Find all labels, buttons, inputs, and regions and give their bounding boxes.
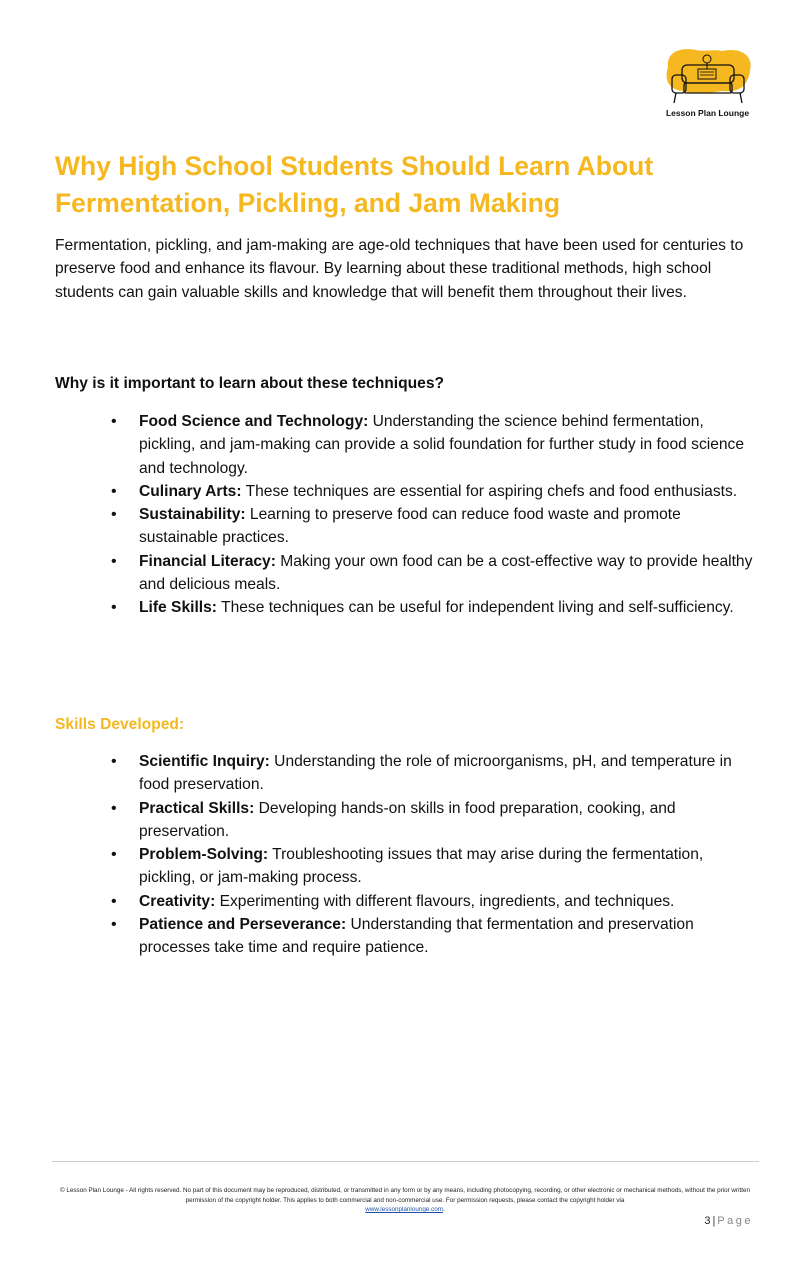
page-number xyxy=(704,1215,753,1227)
item-label: Financial Literacy: xyxy=(139,552,276,570)
item-text: These techniques can be useful for independent living and self-sufficiency. xyxy=(217,599,734,617)
list-item xyxy=(139,750,759,797)
logo-wordmark: Lesson Plan Lounge xyxy=(665,108,750,118)
item-text: These techniques are essential for aspiring chefs and food enthusiasts. xyxy=(241,482,738,500)
item-text: Understanding the science behind fermentation, pickling, and jam-making can provide a solid foundation for further study in food science and technology. xyxy=(139,413,745,477)
list-item xyxy=(139,913,759,960)
list-item xyxy=(139,550,759,597)
footer-copyright xyxy=(60,1186,750,1215)
item-text: Understanding the role of microorganisms, pH, and temperature in food preservation. xyxy=(139,753,732,794)
intro-paragraph: Fermentation, pickling, and jam-making are age-old techniques that have been used for centuries to preserve food and enhance its flavour. By learning about these traditional methods, high school students can gain valuable skills and knowledge that will benefit them throughout their lives. xyxy=(55,237,744,301)
item-label: Problem-Solving: xyxy=(139,846,269,864)
skills-section-heading: Skills Developed: xyxy=(55,716,185,733)
footer-divider xyxy=(52,1161,759,1162)
why-section-heading: Why is it important to learn about these techniques? xyxy=(55,375,445,392)
lounge-sofa-icon xyxy=(660,45,755,110)
list-item xyxy=(139,410,759,480)
list-item xyxy=(139,797,759,844)
item-text: Understanding that fermentation and preservation processes take time and require patience. xyxy=(139,916,694,957)
item-label: Sustainability: xyxy=(139,506,246,524)
link-period: . xyxy=(442,1206,445,1213)
page-separator: | xyxy=(712,1215,716,1227)
item-text: Learning to preserve food can reduce food waste and promote sustainable practices. xyxy=(139,506,681,547)
item-text: Developing hands-on skills in food preparation, cooking, and preservation. xyxy=(139,799,676,840)
list-item xyxy=(139,503,759,550)
why-list xyxy=(139,410,759,620)
item-text: Making your own food can be a cost-effective way to provide healthy and delicious meals. xyxy=(139,552,753,594)
item-label: Patience and Perseverance: xyxy=(139,916,347,934)
list-item xyxy=(139,843,759,890)
item-label: Scientific Inquiry: xyxy=(139,753,270,770)
item-label: Creativity: xyxy=(139,892,216,910)
item-text: Experimenting with different flavours, ingredients, and techniques. xyxy=(215,892,675,910)
item-label: Culinary Arts: xyxy=(139,482,242,500)
item-text: Troubleshooting issues that may arise during the fermentation, pickling, or jam-making process. xyxy=(139,846,704,887)
item-label: Practical Skills: xyxy=(139,799,255,817)
skills-list xyxy=(139,750,759,960)
list-item xyxy=(139,480,759,503)
list-item xyxy=(139,596,759,619)
item-label: Food Science and Technology: xyxy=(139,413,369,430)
website-link[interactable]: www.lessonplanlounge.com xyxy=(365,1206,443,1213)
brand-logo xyxy=(660,45,755,120)
item-label: Life Skills: xyxy=(139,599,217,617)
page-title: Why High School Students Should Learn About Fermentation, Pickling, and Jam Making xyxy=(55,151,654,218)
page-word: Page xyxy=(717,1215,753,1227)
list-item xyxy=(139,890,759,913)
copyright-text: © Lesson Plan Lounge - All rights reserved. No part of this document may be reproduced, distributed, or transmitted in any form or by any means, including photocopying, recording, or other electronic or mechanical methods, without the prior written permission of the copyright holder. This applies to both commercial and non-commercial use. For permission requests, please contact the copyright holder via xyxy=(60,1187,750,1204)
page-number-value: 3 xyxy=(704,1215,711,1227)
